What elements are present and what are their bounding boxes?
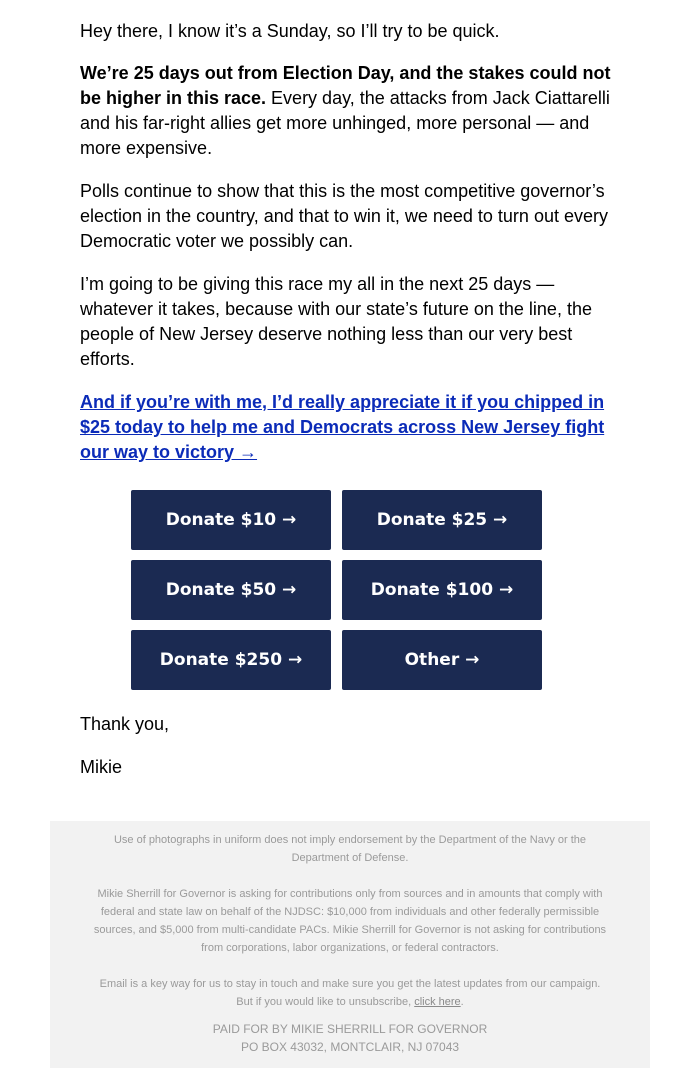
paragraph-polls: Polls continue to show that this is the most competitive governor’s election in the country, and that to win it, we need to turn out every Democratic voter we possibly can. [80, 181, 608, 251]
unsubscribe-text: Email is a key way for us to stay in touch and make sure you get the latest updates from our campaign. But if you would like to unsubscribe, [99, 978, 601, 1008]
paid-for-disclaimer [90, 1020, 610, 1056]
donate-25-button[interactable]: Donate $25 → [342, 490, 542, 550]
signature-text: Mikie [80, 757, 123, 777]
donate-250-button[interactable]: Donate $250 → [131, 630, 331, 690]
stakes-rest-text: Every day, the attacks from Jack Ciattarelli and his far-right allies get more unhinged, more personal — and more expensive. [80, 88, 610, 158]
unsubscribe-period: . [460, 996, 464, 1008]
unsubscribe-link[interactable]: click here [414, 996, 461, 1008]
thank-you-text: Thank you, [80, 714, 170, 734]
email-body [80, 19, 620, 483]
donate-other-button[interactable]: Other → [342, 630, 542, 690]
footer-compliance: Mikie Sherrill for Governor is asking for contributions only from sources and in amounts that comply with federal and state law on behalf of the NJDSC: $10,000 from individuals and other federally permissible sources, and $5,000 from multi-candidate PACs. Mikie Sherrill for Governor is not asking for contributions from corporations, labor organizations, or federal contractors. [93, 888, 607, 954]
footer-disclaimer: Use of photographs in uniform does not imply endorsement by the Department of the Navy or the Department of Defense. [113, 834, 587, 864]
paragraph-cta [80, 390, 620, 465]
greeting-text: Hey there, I know it’s a Sunday, so I’ll try to be quick. [80, 21, 500, 41]
donate-100-button[interactable]: Donate $100 → [342, 560, 542, 620]
donate-50-button[interactable]: Donate $50 → [131, 560, 331, 620]
donate-button-grid [131, 490, 542, 690]
email-footer [50, 821, 650, 1068]
paragraph-effort: I’m going to be giving this race my all in the next 25 days — whatever it takes, because with our state’s future on the line, the people of New Jersey deserve nothing less than our very best efforts. [80, 274, 592, 369]
po-box-line: PO BOX 43032, MONTCLAIR, NJ 07043 [240, 1040, 460, 1054]
paid-for-line: PAID FOR BY MIKIE SHERRILL FOR GOVERNOR [212, 1022, 488, 1036]
stakes-bold-text: We’re 25 days out from Election Day, and the stakes could not be higher in this race. [80, 63, 611, 108]
footer-unsubscribe [90, 975, 610, 1011]
paragraph-stakes [80, 61, 620, 161]
donate-10-button[interactable]: Donate $10 → [131, 490, 331, 550]
donate-cta-link[interactable]: And if you’re with me, I’d really appreciate it if you chipped in $25 today to help me and Democrats across New Jersey fight our way to victory → [80, 392, 605, 462]
